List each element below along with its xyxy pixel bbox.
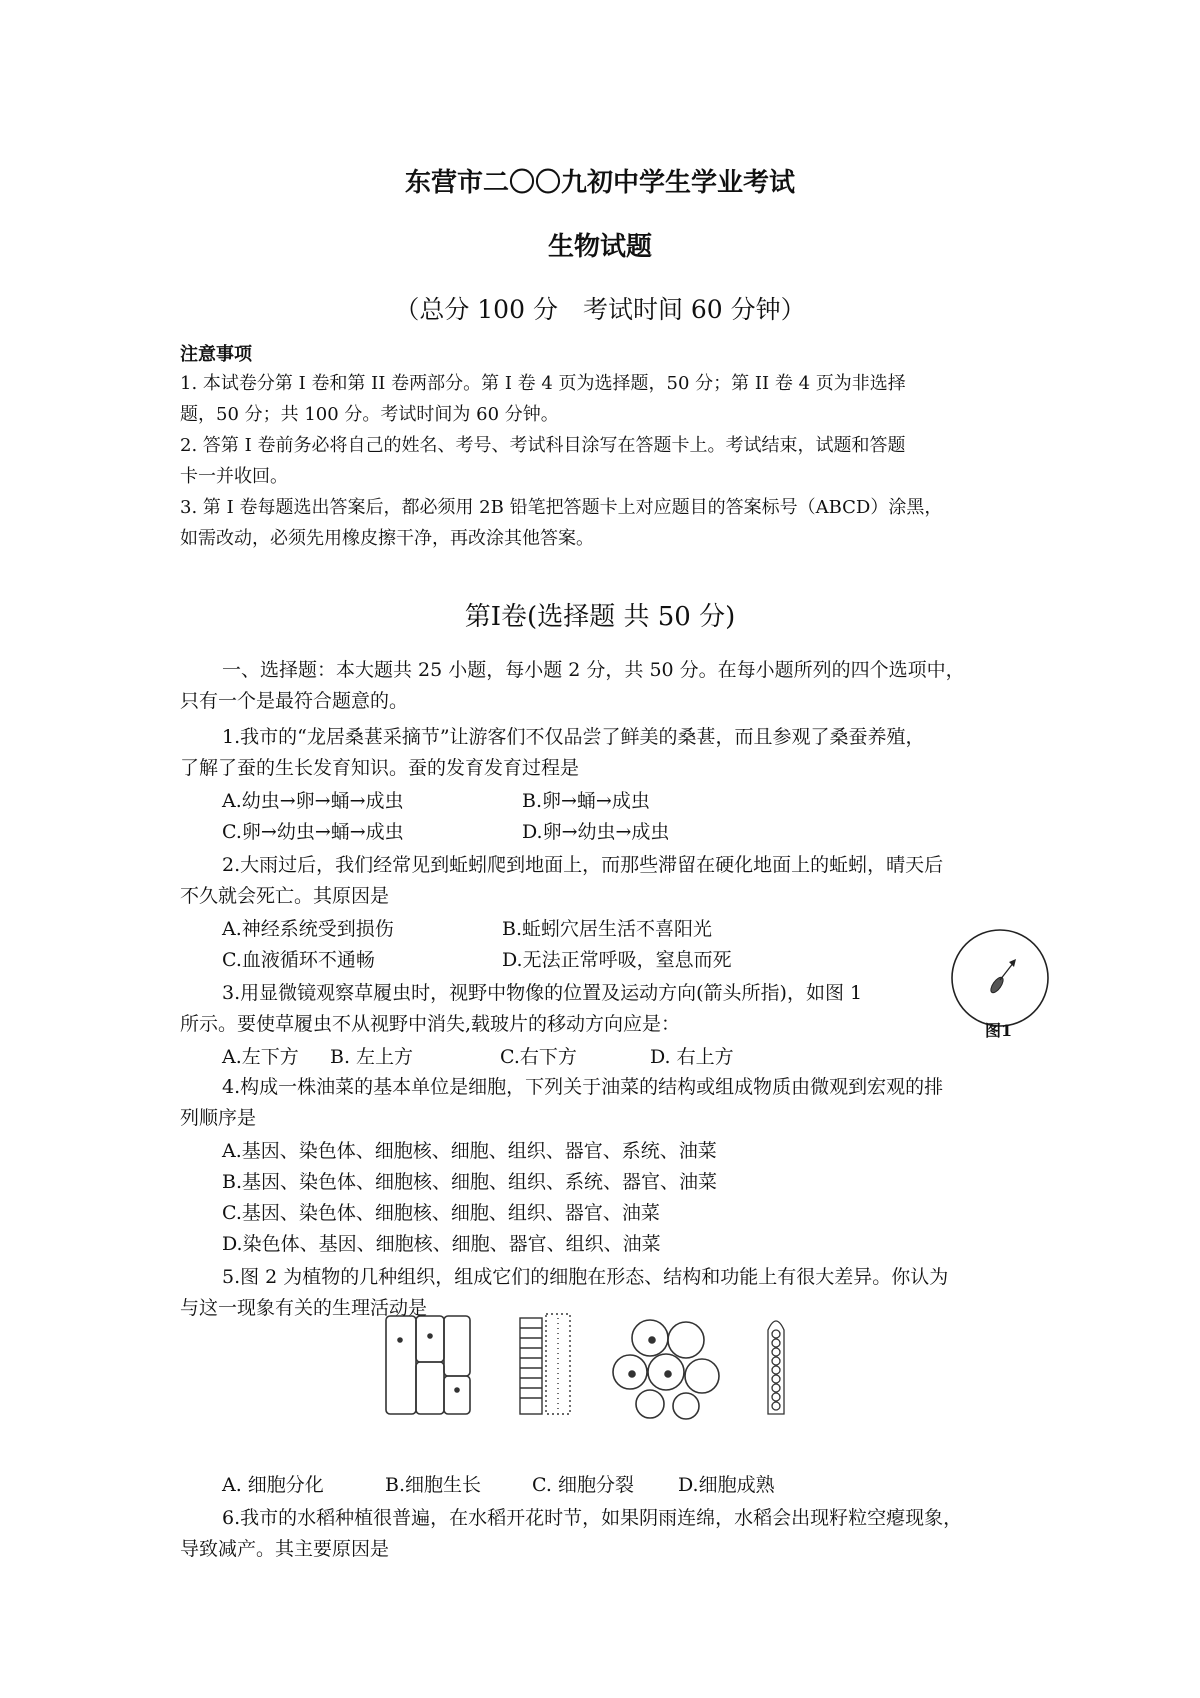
- q2-option-a: A.神经系统受到损伤: [222, 918, 394, 940]
- tissue-column-cells-icon: [768, 1321, 784, 1414]
- figure-1-label: 图1: [985, 1021, 1013, 1040]
- exam-meta: （总分 100 分 考试时间 60 分钟）: [394, 295, 806, 324]
- figure-1-microscope-view: [950, 928, 1050, 1028]
- tissue-vessel-icon: [520, 1314, 570, 1414]
- q5-option-d: D.细胞成熟: [678, 1474, 775, 1496]
- q4-option-d: D.染色体、基因、细胞核、细胞、器官、组织、油菜: [222, 1233, 661, 1255]
- notes-item-2-line-1: 2. 答第 I 卷前务必将自己的姓名、考号、考试科目涂写在答题卡上。考试结束，试题和答题: [180, 435, 906, 456]
- notes-item-3: [180, 492, 1030, 554]
- q2-option-b: B.蚯蚓穴居生活不喜阳光: [502, 918, 713, 940]
- exam-title: 东营市二〇〇九初中学生学业考试: [404, 168, 795, 198]
- q2-stem-line-1: 2.大雨过后，我们经常见到蚯蚓爬到地面上，而那些滞留在硬化地面上的蚯蚓，晴天后: [222, 854, 944, 876]
- notes-item-2-line-2: 卡一并收回。: [180, 466, 288, 487]
- notes-heading: 注意事项: [180, 344, 252, 365]
- q3-option-b: B. 左上方: [330, 1046, 414, 1068]
- q5-option-c: C. 细胞分裂: [532, 1474, 634, 1496]
- q6-stem-line-2: 导致减产。其主要原因是: [180, 1538, 390, 1560]
- q1-option-d: D.卵→幼虫→成虫: [522, 821, 670, 843]
- q3-stem-line-2: 所示。要使草履虫不从视野中消失,载玻片的移动方向应是：: [180, 1013, 681, 1035]
- notes-item-1-line-2: 题，50 分；共 100 分。考试时间为 60 分钟。: [180, 404, 559, 425]
- q2-option-c: C.血液循环不通畅: [222, 949, 375, 971]
- tissue-elongated-cells-icon: [386, 1316, 470, 1414]
- q4-stem-line-1: 4.构成一株油菜的基本单位是细胞，下列关于油菜的结构或组成物质由微观到宏观的排: [222, 1076, 944, 1098]
- tissue-round-cells-icon: [613, 1320, 719, 1419]
- notes-item-1-line-1: 1. 本试卷分第 I 卷和第 II 卷两部分。第 I 卷 4 页为选择题，50 分；第 II 卷 4 页为非选择: [180, 373, 906, 394]
- q1-option-b: B.卵→蛹→成虫: [522, 790, 650, 812]
- q1-option-c: C.卵→幼虫→蛹→成虫: [222, 821, 404, 843]
- exam-subject: 生物试题: [547, 232, 652, 262]
- q4-option-a: A.基因、染色体、细胞核、细胞、组织、器官、系统、油菜: [222, 1140, 717, 1162]
- notes-item-3-line-2: 如需改动，必须先用橡皮擦干净，再改涂其他答案。: [180, 528, 594, 549]
- section-intro-line-1: 一、选择题：本大题共 25 小题，每小题 2 分，共 50 分。在每小题所列的四个选项中，: [222, 659, 965, 681]
- q4-stem-line-2: 列顺序是: [180, 1107, 257, 1129]
- q2-stem-line-2: 不久就会死亡。其原因是: [180, 885, 390, 907]
- q2-option-d: D.无法正常呼吸，窒息而死: [502, 949, 732, 971]
- section-title: 第Ⅰ卷(选择题 共 50 分): [464, 602, 736, 632]
- q1-option-a: A.幼虫→卵→蛹→成虫: [222, 790, 404, 812]
- paramecium-icon: [989, 975, 1006, 994]
- q5-option-b: B.细胞生长: [385, 1474, 482, 1496]
- notes-item-1: [180, 368, 1030, 430]
- q1-stem-line-2: 了解了蚕的生长发育知识。蚕的发育发育过程是: [180, 757, 580, 779]
- q5-stem-line-1: 5.图 2 为植物的几种组织，组成它们的细胞在形态、结构和功能上有很大差异。你认为: [222, 1266, 949, 1288]
- q3-option-c: C.右下方: [500, 1046, 577, 1068]
- q5-stem-line-2: 与这一现象有关的生理活动是: [180, 1297, 428, 1319]
- q4-option-b: B.基因、染色体、细胞核、细胞、组织、系统、器官、油菜: [222, 1171, 718, 1193]
- q3-option-d: D. 右上方: [650, 1046, 734, 1068]
- q1-stem-line-1: 1.我市的“龙居桑葚采摘节”让游客们不仅品尝了鲜美的桑葚，而且参观了桑蚕养殖，: [222, 726, 925, 748]
- q3-option-a: A.左下方: [222, 1046, 299, 1068]
- q6-stem-line-1: 6.我市的水稻种植很普遍，在水稻开花时节，如果阴雨连绵，水稻会出现籽粒空瘪现象，: [222, 1507, 963, 1529]
- q4-option-c: C.基因、染色体、细胞核、细胞、组织、器官、油菜: [222, 1202, 660, 1224]
- figure-2-plant-tissues: [380, 1310, 840, 1420]
- notes-item-2: [180, 430, 1030, 492]
- q5-option-a: A. 细胞分化: [222, 1474, 324, 1496]
- notes-item-3-line-1: 3. 第 I 卷每题选出答案后，都必须用 2B 铅笔把答题卡上对应题目的答案标号（ABCD）涂黑，: [180, 497, 943, 518]
- section-intro-line-2: 只有一个是最符合题意的。: [180, 690, 409, 712]
- q3-stem-line-1: 3.用显微镜观察草履虫时，视野中物像的位置及运动方向(箭头所指)，如图 1: [222, 982, 863, 1004]
